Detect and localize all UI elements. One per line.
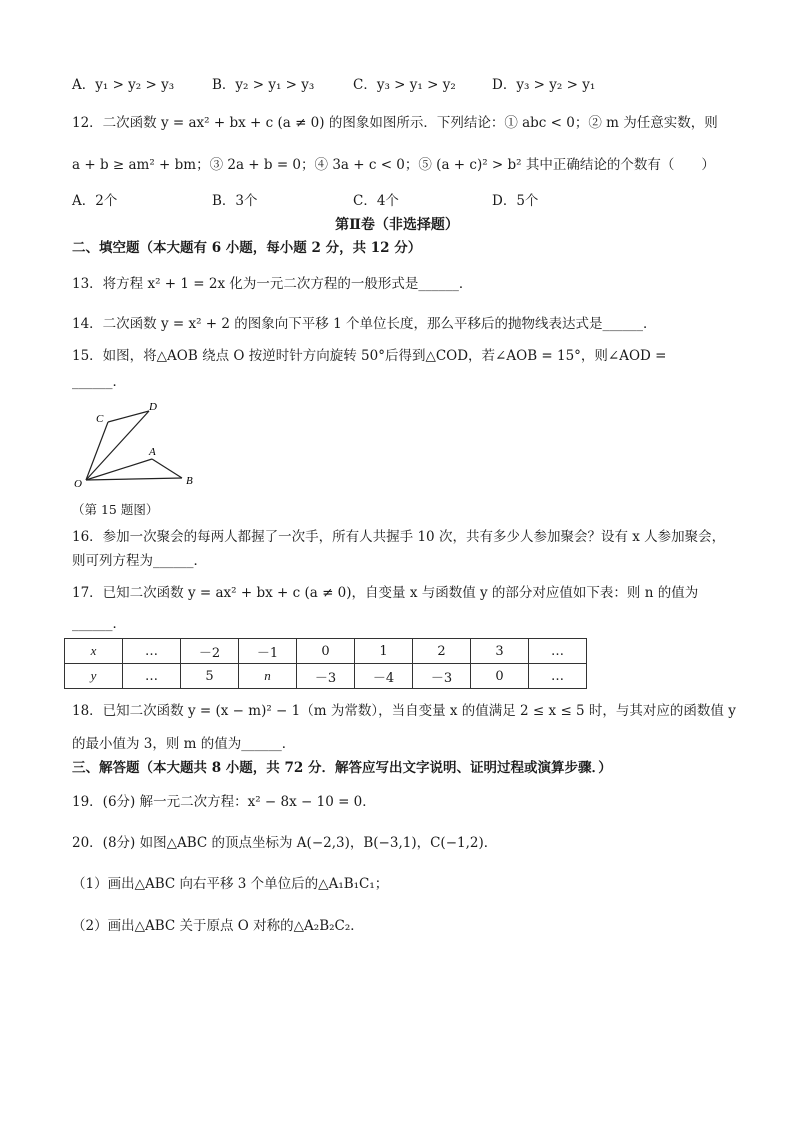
q17-line-1: 17．已知二次函数 y = ax² + bx + c (a ≠ 0)，自变量 x 与函数值 y 的部分对应值如下表：则 n 的值为 <box>72 585 699 601</box>
table-cell: … <box>529 639 587 664</box>
q11-option-d: D．y₃ > y₂ > y₁ <box>492 77 596 93</box>
table-cell: －4 <box>355 664 413 689</box>
segment-cd <box>108 411 149 422</box>
q12-line-2: a + b ≥ am² + bm；③ 2a + b = 0；④ 3a + c < 0；⑤ (a + c)² > b² 其中正确结论的个数有（ ） <box>72 157 715 173</box>
section2-heading: 二、填空题（本大题有 6 小题，每小题 2 分，共 12 分） <box>72 240 422 256</box>
q13: 13．将方程 x² + 1 = 2x 化为一元二次方程的一般形式是______． <box>72 276 473 292</box>
label-c: C <box>96 413 104 425</box>
value-table <box>64 638 587 689</box>
q15-line-1: 15．如图，将△AOB 绕点 O 按逆时针方向旋转 50°后得到△COD，若∠AOB = 15°，则∠AOD = <box>72 348 667 364</box>
q14: 14．二次函数 y = x² + 2 的图象向下平移 1 个单位长度，那么平移后的抛物线表达式是______． <box>72 316 657 332</box>
q18-line-2: 的最小值为 3，则 m 的值为______． <box>72 736 296 752</box>
table-cell: 5 <box>181 664 239 689</box>
segment-ob <box>86 478 182 480</box>
q12-line-1: 12．二次函数 y = ax² + bx + c (a ≠ 0) 的图象如图所示．下列结论：① abc < 0；② m 为任意实数，则 <box>72 115 718 131</box>
table-cell: 2 <box>413 639 471 664</box>
table-cell: … <box>123 639 181 664</box>
table-row-x <box>65 639 587 664</box>
segment-oc <box>86 422 108 480</box>
q20-part-1: （1）画出△ABC 向右平移 3 个单位后的△A₁B₁C₁； <box>72 876 389 892</box>
segment-ab <box>152 459 182 478</box>
q12-option-c: C．4个 <box>353 193 399 209</box>
q16-line-2: 则可列方程为______． <box>72 553 207 569</box>
q12-option-d: D．5个 <box>492 193 539 209</box>
q20-part-2: （2）画出△ABC 关于原点 O 对称的△A₂B₂C₂． <box>72 918 364 934</box>
label-b: B <box>186 475 193 487</box>
table-row-y <box>65 664 587 689</box>
figure-15 <box>70 398 210 493</box>
table-cell: －1 <box>239 639 297 664</box>
label-a: A <box>149 446 156 458</box>
table-cell: －3 <box>413 664 471 689</box>
q12-option-a: A．2个 <box>72 193 118 209</box>
q18-line-1: 18．已知二次函数 y = (x − m)² − 1（m 为常数），当自变量 x 的值满足 2 ≤ x ≤ 5 时，与其对应的函数值 y <box>72 703 736 719</box>
q16-line-1: 16．参加一次聚会的每两人都握了一次手，所有人共握手 10 次，共有多少人参加聚会？设有 x 人参加聚会， <box>72 529 726 545</box>
q20: 20．(8分) 如图△ABC 的顶点坐标为 A(−2,3)，B(−3,1)，C(−1,2)． <box>72 835 498 851</box>
q11-option-a: A．y₁ > y₂ > y₃ <box>72 77 175 93</box>
table-cell: －2 <box>181 639 239 664</box>
table-cell: 0 <box>471 664 529 689</box>
table-cell: 3 <box>471 639 529 664</box>
figure-15-caption: （第 15 题图） <box>72 502 159 517</box>
table-cell: －3 <box>297 664 355 689</box>
section3-heading: 三、解答题（本大题共 8 小题，共 72 分．解答应写出文字说明、证明过程或演算步骤．） <box>72 760 612 776</box>
label-o: O <box>74 478 82 490</box>
q12-option-b: B．3个 <box>212 193 258 209</box>
table-cell: x <box>65 639 123 664</box>
part2-title: 第Ⅱ卷（非选择题） <box>335 217 459 233</box>
table-cell: y <box>65 664 123 689</box>
table-cell: n <box>239 664 297 689</box>
table-cell: … <box>123 664 181 689</box>
q11-option-c: C．y₃ > y₁ > y₂ <box>353 77 456 93</box>
table-cell: … <box>529 664 587 689</box>
q19: 19．(6分) 解一元二次方程：x² − 8x − 10 = 0． <box>72 794 376 810</box>
label-d: D <box>149 401 157 413</box>
table-cell: 0 <box>297 639 355 664</box>
q17-line-2: ______． <box>72 616 126 632</box>
q15-line-2: ______． <box>72 374 126 390</box>
table-cell: 1 <box>355 639 413 664</box>
q11-option-b: B．y₂ > y₁ > y₃ <box>212 77 315 93</box>
